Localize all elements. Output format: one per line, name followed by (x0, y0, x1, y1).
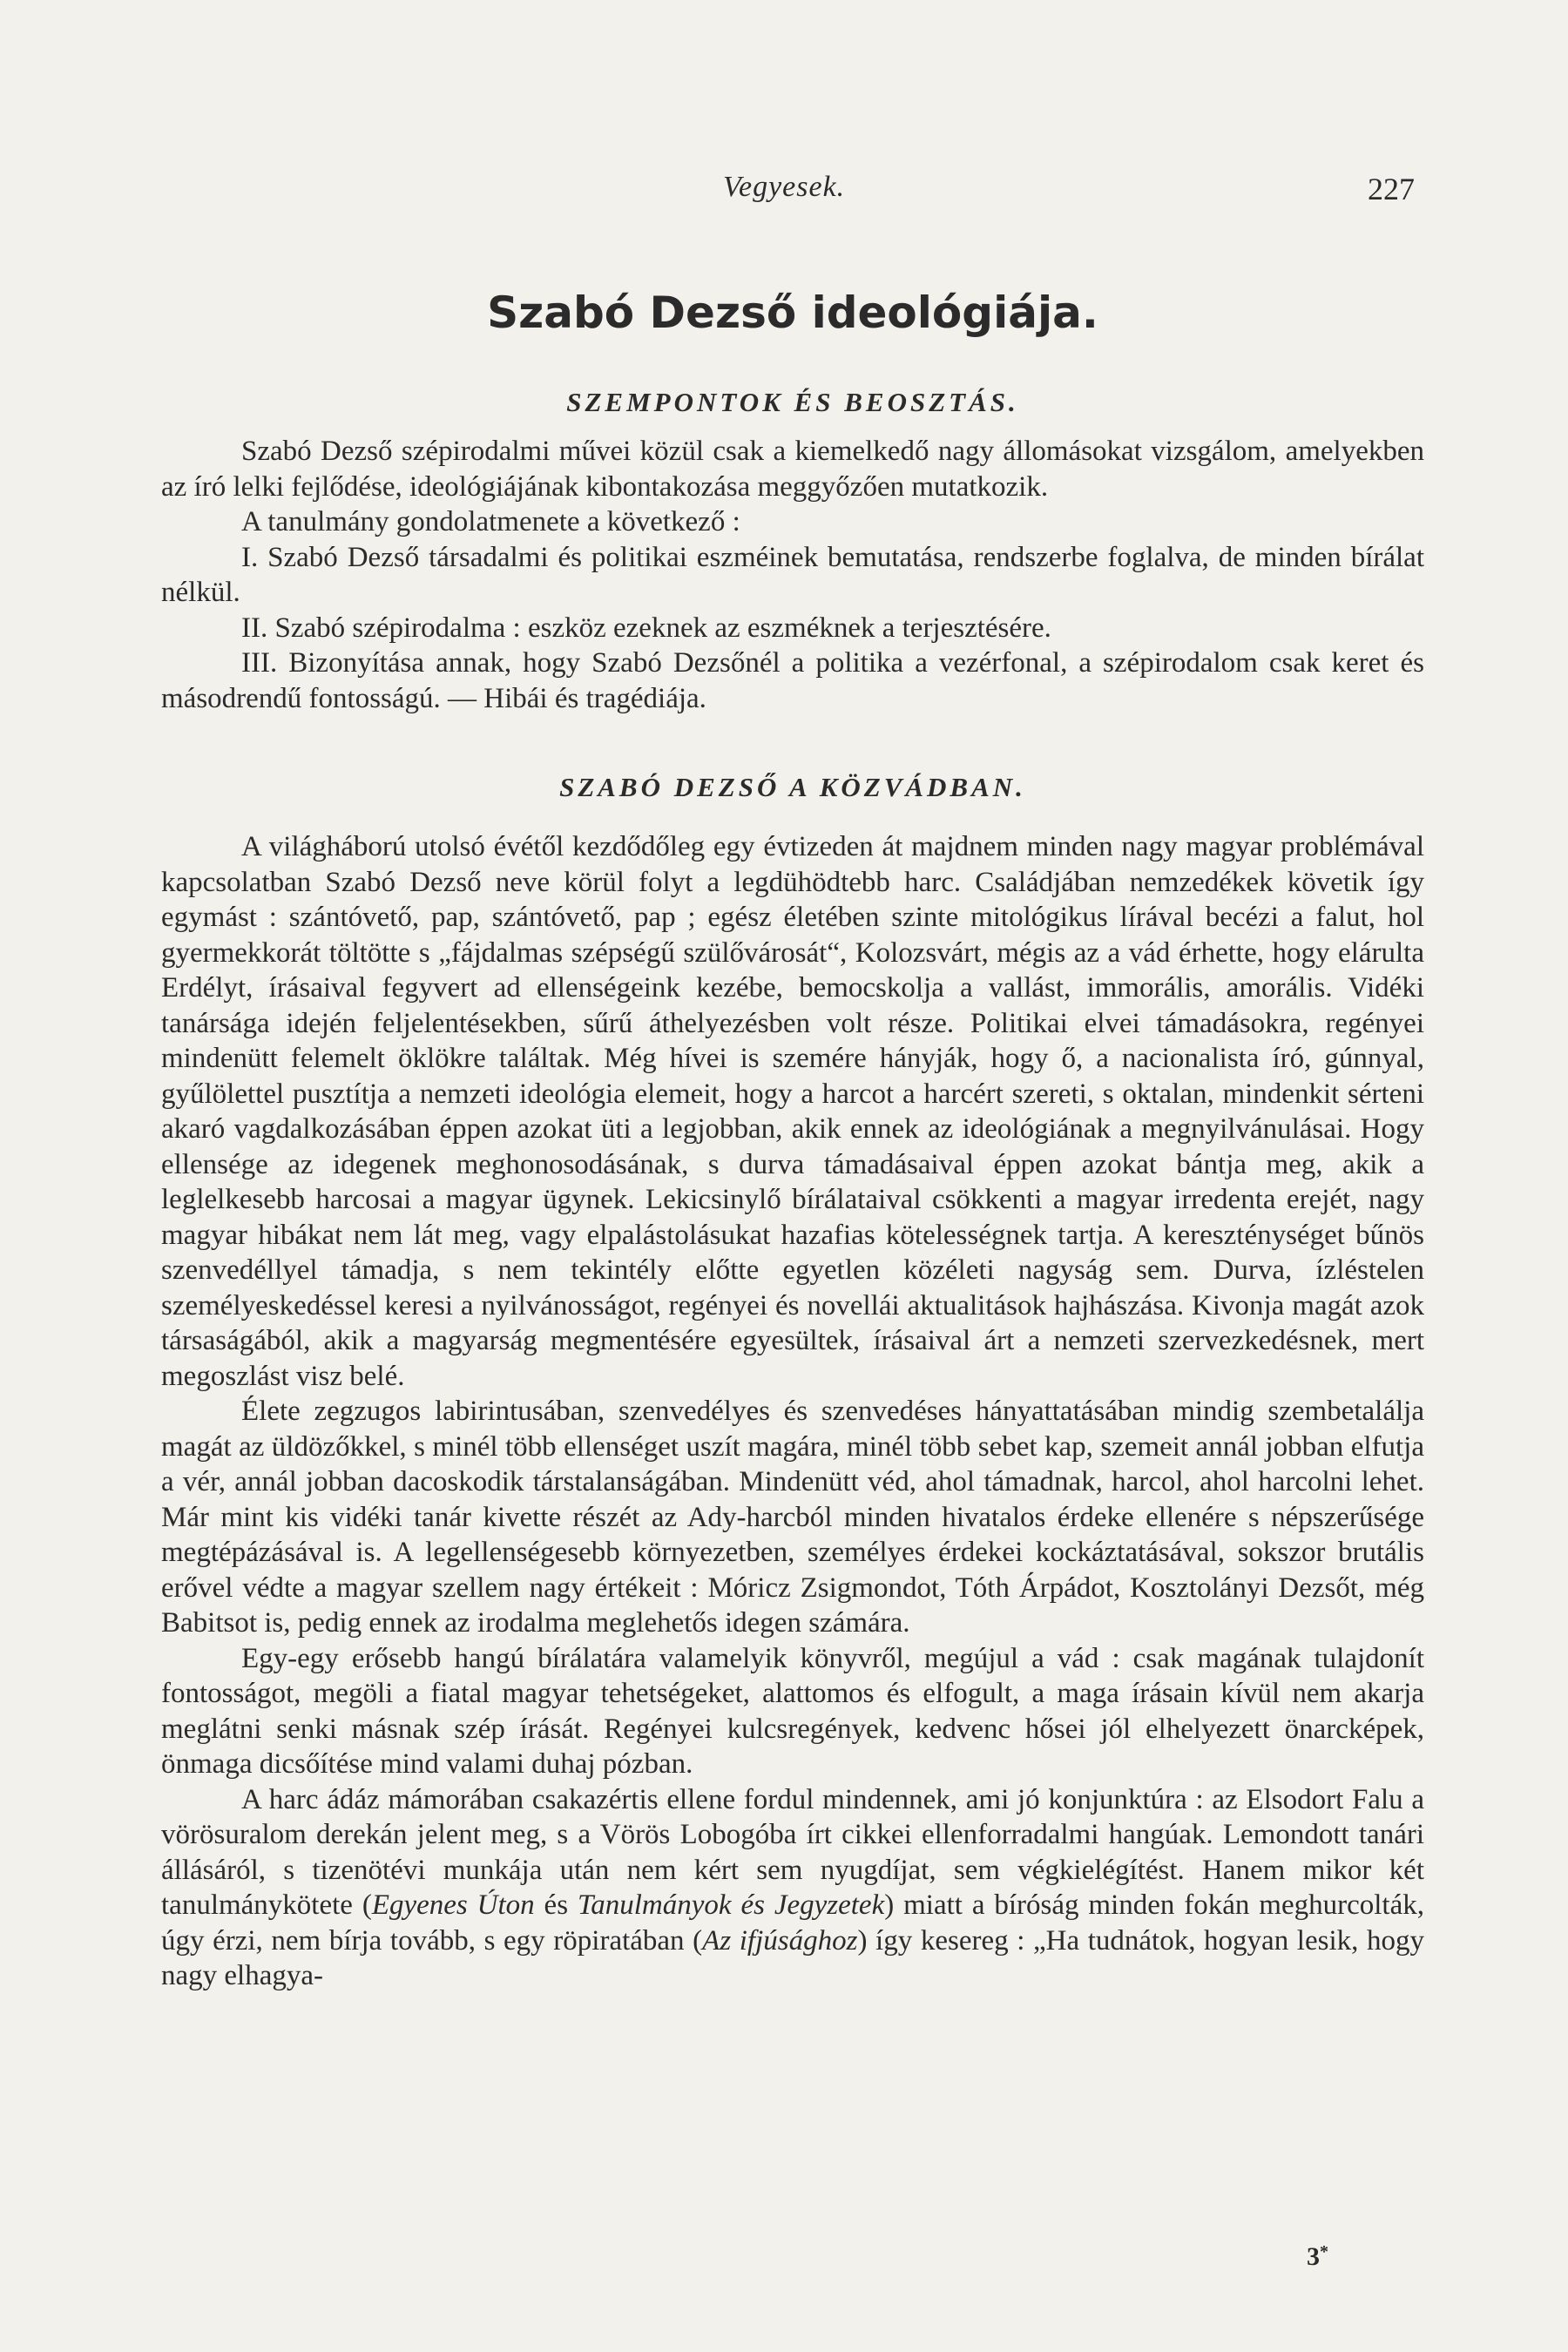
text-span: és (534, 1889, 578, 1921)
paragraph: A világháború utolsó évétől kezdődőleg egy évtizeden át majdnem minden nagy magyar problémával kapcsolatban Szabó Dezső neve körül folyt a legdühödtebb harc. Családjában nemzedékek követik így egymást : szántóvető, pap, szántóvető, pap ; egész életében szinte mitológikus lírával becézi a falut, hol gyermekkorát töltötte s „fájdalmas szépségű szülővárosát“, Kolozsvárt, mégis az a vád érhette, hogy elárulta Erdélyt, írásaival fegyvert ad ellenségeink kezébe, bemocskolja a vallást, immorális, amorális. Vidéki tanársága idején feljelentésekben, sűrű áthelyezésben volt része. Politikai elvei támadásokra, regényei mindenütt felemelt öklökre találtak. Még hívei is szemére hányják, hogy ő, a nacionalista író, gúnnyal, gyűlölettel pusztítja a nemzeti ideológia elemeit, hogy a harcot a harcért szereti, s oktalan, mindenkit sérteni akaró vagdalkozásában éppen azokat üti a legjobban, akik ennek az ideológiának a megnyilvánulásai. Hogy ellensége az idegenek meghonosodásának, s durva támadásaival éppen azokat bántja meg, akik a leglelkesebb harcosai a magyar ügynek. Lekicsinylő bírálataival csökkenti a magyar irredenta erejét, nagy magyar hibákat nem lát meg, vagy elpalástolásukat hazafias kötelességnek tartja. A kereszténységet bűnös szenvedéllyel támadja, s nem tekintély előtte egyetlen közéleti nagyság sem. Durva, ízléstelen személyeskedéssel keresi a nyilvánosságot, regényei és novellái aktualitások hajhászása. Kivonja magát azok társaságából, akik a magyarság megmentésére egyesültek, írásaival árt a nemzeti szervezkedésnek, mert megoszlást visz belé. (161, 831, 1424, 1392)
pamphlet-title: Az ifjúsághoz (702, 1924, 858, 1957)
article-body (161, 287, 1424, 1994)
signature-star: * (1320, 2242, 1328, 2261)
paragraph: Élete zegzugos labirintusában, szenvedélyes és szenvedéses hányattatásában mindig szembetalálja magát az üldözőkkel, s minél több ellenséget uszít magára, minél több sebet kap, szemeit annál jobban elfutja a vér, annál jobban dacoskodik társtalanságában. Mindenütt véd, ahol támadnak, harcol, ahol harcolni lehet. Már mint kis vidéki tanár kivette részét az Ady-harcból minden hivatalos érdeke ellenére s népszerűsége megtépázásával is. A legellenségesebb környezetben, személyes érdekei kockáztatásával, sokszor brutális erővel védte a magyar szellem nagy értékeit : Móricz Zsigmondot, Tóth Árpádot, Kosztolányi Dezsőt, még Babitsot is, pedig ennek az irodalma meglehetős idegen számára. (161, 1396, 1424, 1639)
text-span: ) így kesereg : „Ha tudnátok, hogyan lesik, hogy nagy elhagya- (161, 1924, 1424, 1991)
book-title: Egyenes Úton (371, 1889, 535, 1921)
paragraph: Egy-egy erősebb hangú bírálatára valamelyik könyvről, megújul a vád : csak magának tulajdonít fontosságot, megöli a fiatal magyar tehetségeket, alattomos és elfogult, a maga írásain kívül nem akarja meglátni senki másnak szép írását. Regényei kulcsregények, kedvenc hősei jól elhelyezett önarcképek, önmaga dicsőítése mind valami duhaj pózban. (161, 1642, 1424, 1780)
article-title: Szabó Dezső ideológiája. (487, 287, 1098, 338)
paragraph-last (161, 1782, 1424, 1994)
page-number: 227 (1368, 172, 1415, 206)
paragraph: A tanulmány gondolatmenete a következő : (241, 506, 740, 537)
signature-mark (1307, 2242, 1328, 2272)
running-head: Vegyesek. (723, 171, 846, 203)
outline-item-2: II. Szabó szépirodalma : eszköz ezeknek az eszméknek a terjesztésére. (241, 612, 1051, 644)
section-heading-public-accusation: SZABÓ DEZSŐ A KÖZVÁDBAN. (559, 772, 1026, 802)
paragraph: Szabó Dezső szépirodalmi művei közül csak a kiemelkedő nagy állomásokat vizsgálom, amelyekben az író lelki fejlődése, ideológiájának kibontakozása meggyőzően mutatkozik. (161, 436, 1424, 503)
section-heading-overview: SZEMPONTOK ÉS BEOSZTÁS. (566, 387, 1019, 417)
outline-item-3: III. Bizonyítása annak, hogy Szabó Dezsőnél a politika a vezérfonal, a szépirodalom csak keret és másodrendű fontosságú. — Hibái és tragédiája. (161, 647, 1424, 714)
signature-number: 3 (1307, 2242, 1320, 2271)
text-span: A harc ádáz mámorában csakazértis ellene fordul mindennek, ami jó konjunktúra : az Elsodort Falu a vörösuralom derekán jelent meg, s a Vörös Lobogóba írt cikkei ellenforradalmi hangúak. Lemondott tanári állásáról, s tizenötévi munkája után nem kért sem nyugdíjat, sem végkielégítést. Hanem mikor két tanulmánykötete ( (161, 1783, 1424, 1921)
page-header (0, 171, 1568, 214)
outline-item-1: I. Szabó Dezső társadalmi és politikai eszméinek bemutatása, rendszerbe foglalva, de minden bírálat nélkül. (161, 541, 1424, 608)
text-span: ) miatt a bíróság minden fokán meghurcolták, úgy érzi, nem bírja tovább, s egy röpiratában ( (161, 1889, 1424, 1957)
book-title: Tanulmányok és Jegyzetek (577, 1889, 885, 1921)
